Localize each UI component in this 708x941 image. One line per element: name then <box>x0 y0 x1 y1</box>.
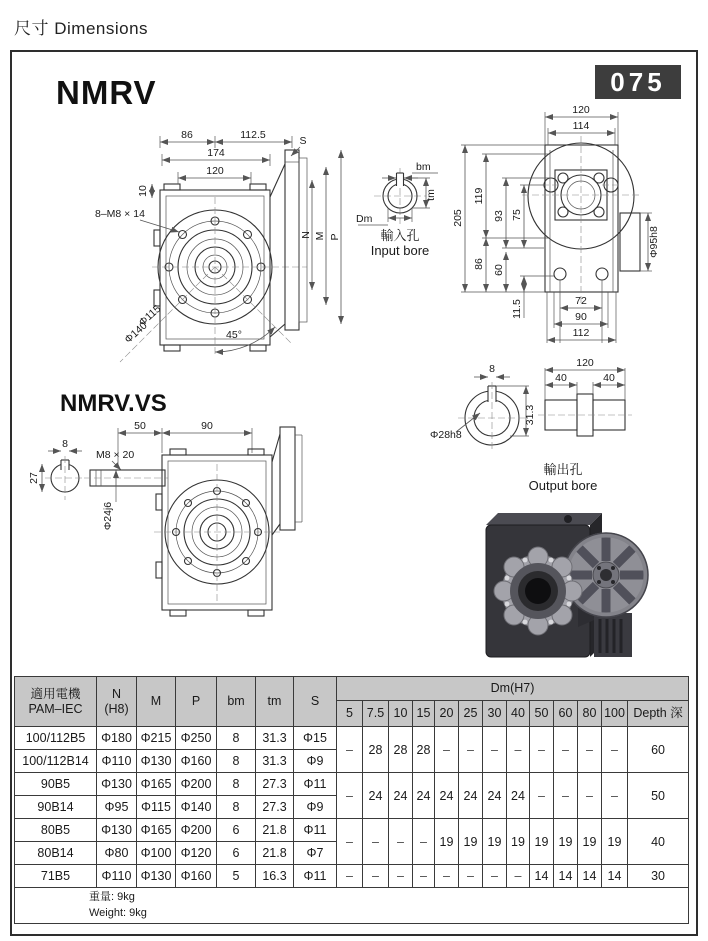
cell-m: Φ130 <box>137 865 176 888</box>
cell-dm: 19 <box>459 819 483 865</box>
cell-bm: 6 <box>217 819 256 842</box>
vs-dim-27: 27 <box>28 472 40 484</box>
dim-10: 10 <box>137 185 149 197</box>
vs-bolt-spec-label: M8 × 20 <box>96 449 135 461</box>
cell-m: Φ215 <box>137 727 176 750</box>
cell-dm: 24 <box>389 773 413 819</box>
output-bore-caption-zh: 輸出孔 <box>543 462 583 477</box>
ob-dim-40a: 40 <box>555 372 567 384</box>
m-label: M <box>314 231 326 241</box>
series-title-nmrv-vs: NMRV.VS <box>60 390 167 417</box>
cell-dm: – <box>554 773 578 819</box>
cell-bm: 8 <box>217 796 256 819</box>
p-label: P <box>329 233 341 241</box>
header-size-10: 10 <box>389 701 413 727</box>
dim-75: 75 <box>511 209 523 221</box>
header-s: S <box>294 677 337 727</box>
cell-p: Φ140 <box>176 796 217 819</box>
cell-p: Φ160 <box>176 750 217 773</box>
header-size-100: 100 <box>602 701 628 727</box>
cell-dm: – <box>389 865 413 888</box>
cell-p: Φ250 <box>176 727 217 750</box>
cell-dm: 14 <box>602 865 628 888</box>
cell-m: Φ165 <box>137 819 176 842</box>
bm-label: bm <box>416 161 431 173</box>
cell-s: Φ11 <box>294 819 337 842</box>
dim-120: 120 <box>206 165 224 177</box>
cell-dm: 24 <box>363 773 389 819</box>
cell-dm: – <box>459 727 483 773</box>
cell-m: Φ130 <box>137 750 176 773</box>
header-motor-line1: 適用電機 <box>30 687 81 702</box>
cell-dm: – <box>507 865 530 888</box>
ob-dim-8: 8 <box>489 363 495 375</box>
ob-dia-28h8: Φ28h8 <box>430 429 462 441</box>
ob-dim-120: 120 <box>576 357 594 369</box>
cell-dm: – <box>413 865 435 888</box>
header-dm-group: Dm(H7) <box>337 677 689 701</box>
vs-dim-50: 50 <box>134 420 146 432</box>
cell-dm: – <box>363 819 389 865</box>
header-size-15: 15 <box>413 701 435 727</box>
header-depth: Depth 深 <box>628 701 689 727</box>
cell-n: Φ130 <box>97 773 137 796</box>
cell-p: Φ120 <box>176 842 217 865</box>
cell-n: Φ180 <box>97 727 137 750</box>
cell-tm: 27.3 <box>256 773 294 796</box>
header-size-30: 30 <box>483 701 507 727</box>
n-label: N <box>300 231 312 239</box>
cell-dm: – <box>530 727 554 773</box>
header-p: P <box>176 677 217 727</box>
cell-p: Φ160 <box>176 865 217 888</box>
input-bore-caption-en: Input bore <box>370 243 430 258</box>
cell-dm: – <box>337 865 363 888</box>
cell-dm: 28 <box>363 727 389 773</box>
cell-model: 100/112B14 <box>15 750 97 773</box>
dim-11-5: 11.5 <box>511 299 523 319</box>
vs-dim-8: 8 <box>62 438 68 450</box>
cell-s: Φ11 <box>294 865 337 888</box>
header-n-line2: (H8) <box>104 701 129 716</box>
cell-dm: – <box>435 865 459 888</box>
cell-model: 80B5 <box>15 819 97 842</box>
cell-m: Φ165 <box>137 773 176 796</box>
table-row <box>15 773 689 796</box>
cell-dm: 24 <box>483 773 507 819</box>
cell-dm: 28 <box>413 727 435 773</box>
cell-dm: 24 <box>435 773 459 819</box>
ob-dim-31-3: 31.3 <box>524 404 536 426</box>
cell-dm: 19 <box>483 819 507 865</box>
cell-dm: – <box>602 773 628 819</box>
bolt-spec-label: 8–M8 × 14 <box>95 208 145 220</box>
cell-dm: 14 <box>554 865 578 888</box>
cell-dm: 28 <box>389 727 413 773</box>
header-motor-line2: PAM–IEC <box>28 701 83 716</box>
cell-bm: 5 <box>217 865 256 888</box>
dimensions-table <box>14 676 689 924</box>
header-size-25: 25 <box>459 701 483 727</box>
cell-n: Φ80 <box>97 842 137 865</box>
tm-label: tm <box>425 189 437 201</box>
cell-tm: 31.3 <box>256 727 294 750</box>
cell-dm: – <box>530 773 554 819</box>
dim-119: 119 <box>473 187 485 205</box>
cell-dm: 19 <box>435 819 459 865</box>
cell-n: Φ95 <box>97 796 137 819</box>
cell-model: 90B5 <box>15 773 97 796</box>
cell-n: Φ130 <box>97 819 137 842</box>
dim-205: 205 <box>452 209 464 227</box>
table-row <box>15 727 689 750</box>
cell-bm: 8 <box>217 727 256 750</box>
cell-dm: 19 <box>507 819 530 865</box>
nmrv-vs-view-drawing <box>28 420 358 655</box>
dim-112: 112 <box>572 327 590 339</box>
cell-depth: 60 <box>628 727 689 773</box>
cell-dm: 19 <box>554 819 578 865</box>
dim-86: 86 <box>181 129 193 141</box>
cell-depth: 30 <box>628 865 689 888</box>
cell-dm: – <box>459 865 483 888</box>
cell-n: Φ110 <box>97 865 137 888</box>
cell-dm: – <box>389 819 413 865</box>
dim-112-5: 112.5 <box>240 129 266 141</box>
cell-model: 80B14 <box>15 842 97 865</box>
dia-95h8-label: Φ95h8 <box>648 226 660 258</box>
header-n-line1: N <box>111 687 122 702</box>
cell-dm: 24 <box>459 773 483 819</box>
header-size-60: 60 <box>554 701 578 727</box>
cell-bm: 6 <box>217 842 256 865</box>
cell-dm: – <box>602 727 628 773</box>
cell-s: Φ9 <box>294 750 337 773</box>
table-row <box>15 865 689 888</box>
cell-dm: 14 <box>578 865 602 888</box>
cell-m: Φ115 <box>137 796 176 819</box>
cell-dm: 24 <box>507 773 530 819</box>
cell-dm: – <box>554 727 578 773</box>
ob-dim-40b: 40 <box>603 372 615 384</box>
dim-72: 72 <box>575 295 587 307</box>
dm-label: Dm <box>356 213 373 225</box>
vs-dim-90: 90 <box>201 420 213 432</box>
dim-93: 93 <box>493 210 505 222</box>
cell-dm: – <box>578 773 602 819</box>
page-title: 尺寸 Dimensions <box>14 19 149 38</box>
cell-dm: – <box>337 773 363 819</box>
cell-s: Φ15 <box>294 727 337 750</box>
cell-dm: – <box>363 865 389 888</box>
header-size-5: 5 <box>337 701 363 727</box>
cell-dm: 14 <box>530 865 554 888</box>
weight-note-en: Weight: 9kg <box>89 906 147 919</box>
cell-tm: 27.3 <box>256 796 294 819</box>
angle-45-label: 45° <box>226 329 242 341</box>
cell-dm: 19 <box>602 819 628 865</box>
model-size-badge: 075 <box>595 65 681 99</box>
cell-p: Φ200 <box>176 819 217 842</box>
cell-m: Φ100 <box>137 842 176 865</box>
cell-model: 71B5 <box>15 865 97 888</box>
cell-bm: 8 <box>217 773 256 796</box>
cell-dm: – <box>578 727 602 773</box>
header-tm: tm <box>256 677 294 727</box>
weight-note <box>15 888 689 924</box>
header-bm: bm <box>217 677 256 727</box>
cell-dm: – <box>483 865 507 888</box>
cell-dm: – <box>435 727 459 773</box>
cell-tm: 21.8 <box>256 842 294 865</box>
cell-tm: 21.8 <box>256 819 294 842</box>
header-size-40: 40 <box>507 701 530 727</box>
input-bore-drawing <box>352 140 462 262</box>
cell-n: Φ110 <box>97 750 137 773</box>
weight-note-zh: 重量: 9kg <box>89 891 135 904</box>
dim-60: 60 <box>493 264 505 276</box>
cell-s: Φ7 <box>294 842 337 865</box>
output-bore-drawing <box>428 358 643 508</box>
product-photo <box>478 495 648 667</box>
header-size-20: 20 <box>435 701 459 727</box>
nmrv-front-view-drawing <box>60 122 358 380</box>
cell-model: 100/112B5 <box>15 727 97 750</box>
cell-dm: – <box>337 727 363 773</box>
dim-86: 86 <box>473 258 485 270</box>
cell-dm: – <box>337 819 363 865</box>
weight-note-row <box>15 888 689 924</box>
side-view-drawing <box>450 88 702 360</box>
dim-174: 174 <box>207 147 225 159</box>
cell-dm: 19 <box>530 819 554 865</box>
cell-tm: 31.3 <box>256 750 294 773</box>
dim-90: 90 <box>575 311 587 323</box>
cell-dm: – <box>483 727 507 773</box>
cell-dm: – <box>507 727 530 773</box>
dim-114: 114 <box>572 120 590 132</box>
cell-depth: 50 <box>628 773 689 819</box>
cell-s: Φ11 <box>294 773 337 796</box>
dim-120-top: 120 <box>572 104 590 116</box>
header-size-50: 50 <box>530 701 554 727</box>
header-motor <box>15 677 97 727</box>
cell-bm: 8 <box>217 750 256 773</box>
cell-dm: – <box>413 819 435 865</box>
dia-140-label: Φ140 <box>122 319 150 346</box>
cell-depth: 40 <box>628 819 689 865</box>
header-size-80: 80 <box>578 701 602 727</box>
cell-dm: 19 <box>578 819 602 865</box>
cell-dm: 24 <box>413 773 435 819</box>
header-m: M <box>137 677 176 727</box>
table-row <box>15 819 689 842</box>
output-bore-caption-en: Output bore <box>528 478 598 493</box>
header-n <box>97 677 137 727</box>
cell-tm: 16.3 <box>256 865 294 888</box>
series-title-nmrv: NMRV <box>56 74 157 111</box>
cell-p: Φ200 <box>176 773 217 796</box>
s-label: S <box>299 135 307 147</box>
header-size-7-5: 7.5 <box>363 701 389 727</box>
cell-model: 90B14 <box>15 796 97 819</box>
input-bore-caption-zh: 輸入孔 <box>380 228 420 243</box>
dimensions-table-wrap <box>14 676 689 924</box>
dia-115-label: Φ115 <box>136 302 164 329</box>
vs-dia-24j6: Φ24j6 <box>102 501 114 531</box>
cell-s: Φ9 <box>294 796 337 819</box>
